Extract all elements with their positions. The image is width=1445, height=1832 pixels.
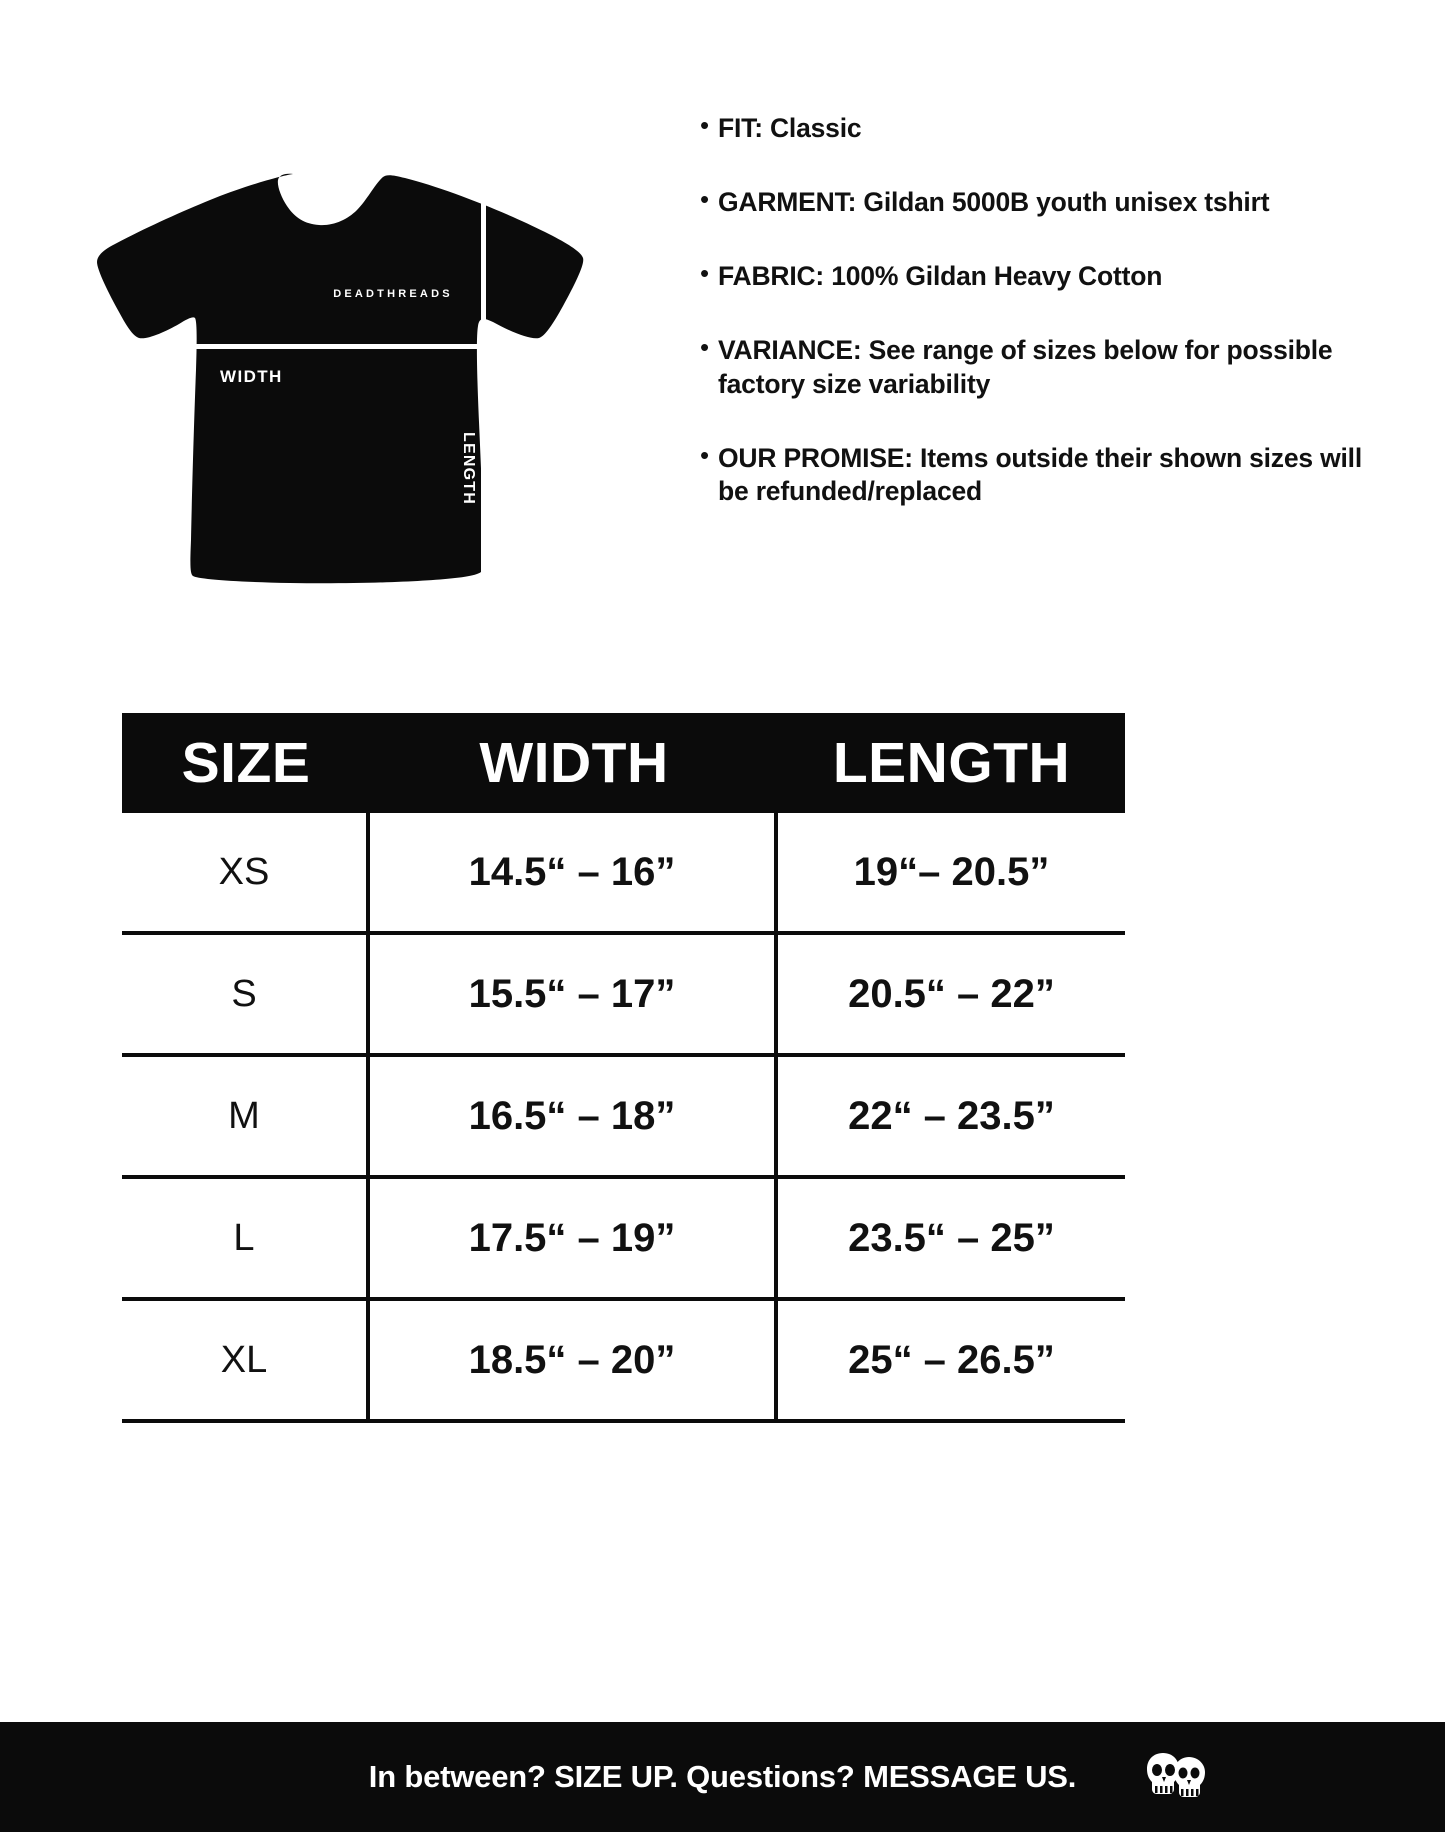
- spec-item-text: FABRIC: 100% Gildan Heavy Cotton: [718, 260, 1163, 291]
- spec-item-text: OUR PROMISE: Items outside their shown sizes will be refunded/replaced: [718, 442, 1362, 507]
- table-row: [122, 1057, 1125, 1179]
- product-info-section: [0, 0, 1445, 700]
- table-row: [122, 1179, 1125, 1301]
- cell-width: 15.5“ – 17”: [370, 935, 778, 1053]
- spec-item-fabric: [700, 257, 1390, 294]
- cell-length: 23.5“ – 25”: [848, 1216, 1055, 1260]
- spec-item-text: GARMENT: Gildan 5000B youth unisex tshirt: [718, 186, 1270, 217]
- shirt-brand-print: DEADTHREADS: [333, 288, 453, 300]
- cell-size: M: [122, 1057, 370, 1175]
- footer-message: In between? SIZE UP. Questions? MESSAGE US.: [368, 1759, 1077, 1794]
- width-measure-label: WIDTH: [220, 367, 283, 386]
- spec-item-promise: [700, 439, 1390, 510]
- spec-item-text: FIT: Classic: [718, 113, 862, 143]
- cell-width: 14.5“ – 16”: [370, 813, 778, 931]
- cell-width: 18.5“ – 20”: [370, 1301, 778, 1419]
- cell-size: XL: [122, 1301, 370, 1419]
- cell-width: 17.5“ – 19”: [370, 1179, 778, 1297]
- cell-length: 19“– 20.5”: [853, 850, 1050, 894]
- spec-list: [700, 112, 1390, 549]
- bullet-dot-icon: •: [700, 439, 710, 470]
- table-header-row: [122, 713, 1125, 813]
- table-header-length: LENGTH: [832, 730, 1071, 795]
- bullet-dot-icon: •: [700, 331, 710, 362]
- spec-item-garment: [700, 183, 1390, 220]
- table-header-width: WIDTH: [479, 730, 669, 795]
- tshirt-illustration: [75, 160, 615, 610]
- bullet-dot-icon: •: [700, 110, 710, 140]
- size-chart-table: [122, 713, 1125, 1423]
- spec-item-variance: [700, 331, 1390, 402]
- bullet-dot-icon: •: [700, 257, 710, 288]
- table-header-size: SIZE: [181, 730, 311, 795]
- length-measure-label: LENGTH: [460, 432, 477, 505]
- cell-size: XS: [122, 813, 370, 931]
- cell-length: 22“ – 23.5”: [848, 1094, 1055, 1138]
- spec-item-fit: [700, 112, 1390, 146]
- double-skull-logo-icon: [1145, 1749, 1207, 1805]
- bullet-dot-icon: •: [700, 183, 710, 214]
- table-row: [122, 1301, 1125, 1423]
- cell-length: 25“ – 26.5”: [848, 1338, 1055, 1382]
- footer-bar: [0, 1722, 1445, 1832]
- spec-item-text: VARIANCE: See range of sizes below for possible factory size variability: [718, 334, 1333, 399]
- table-row: [122, 935, 1125, 1057]
- cell-size: S: [122, 935, 370, 1053]
- table-row: [122, 813, 1125, 935]
- tshirt-icon: [75, 160, 615, 610]
- cell-length: 20.5“ – 22”: [848, 972, 1055, 1016]
- cell-size: L: [122, 1179, 370, 1297]
- cell-width: 16.5“ – 18”: [370, 1057, 778, 1175]
